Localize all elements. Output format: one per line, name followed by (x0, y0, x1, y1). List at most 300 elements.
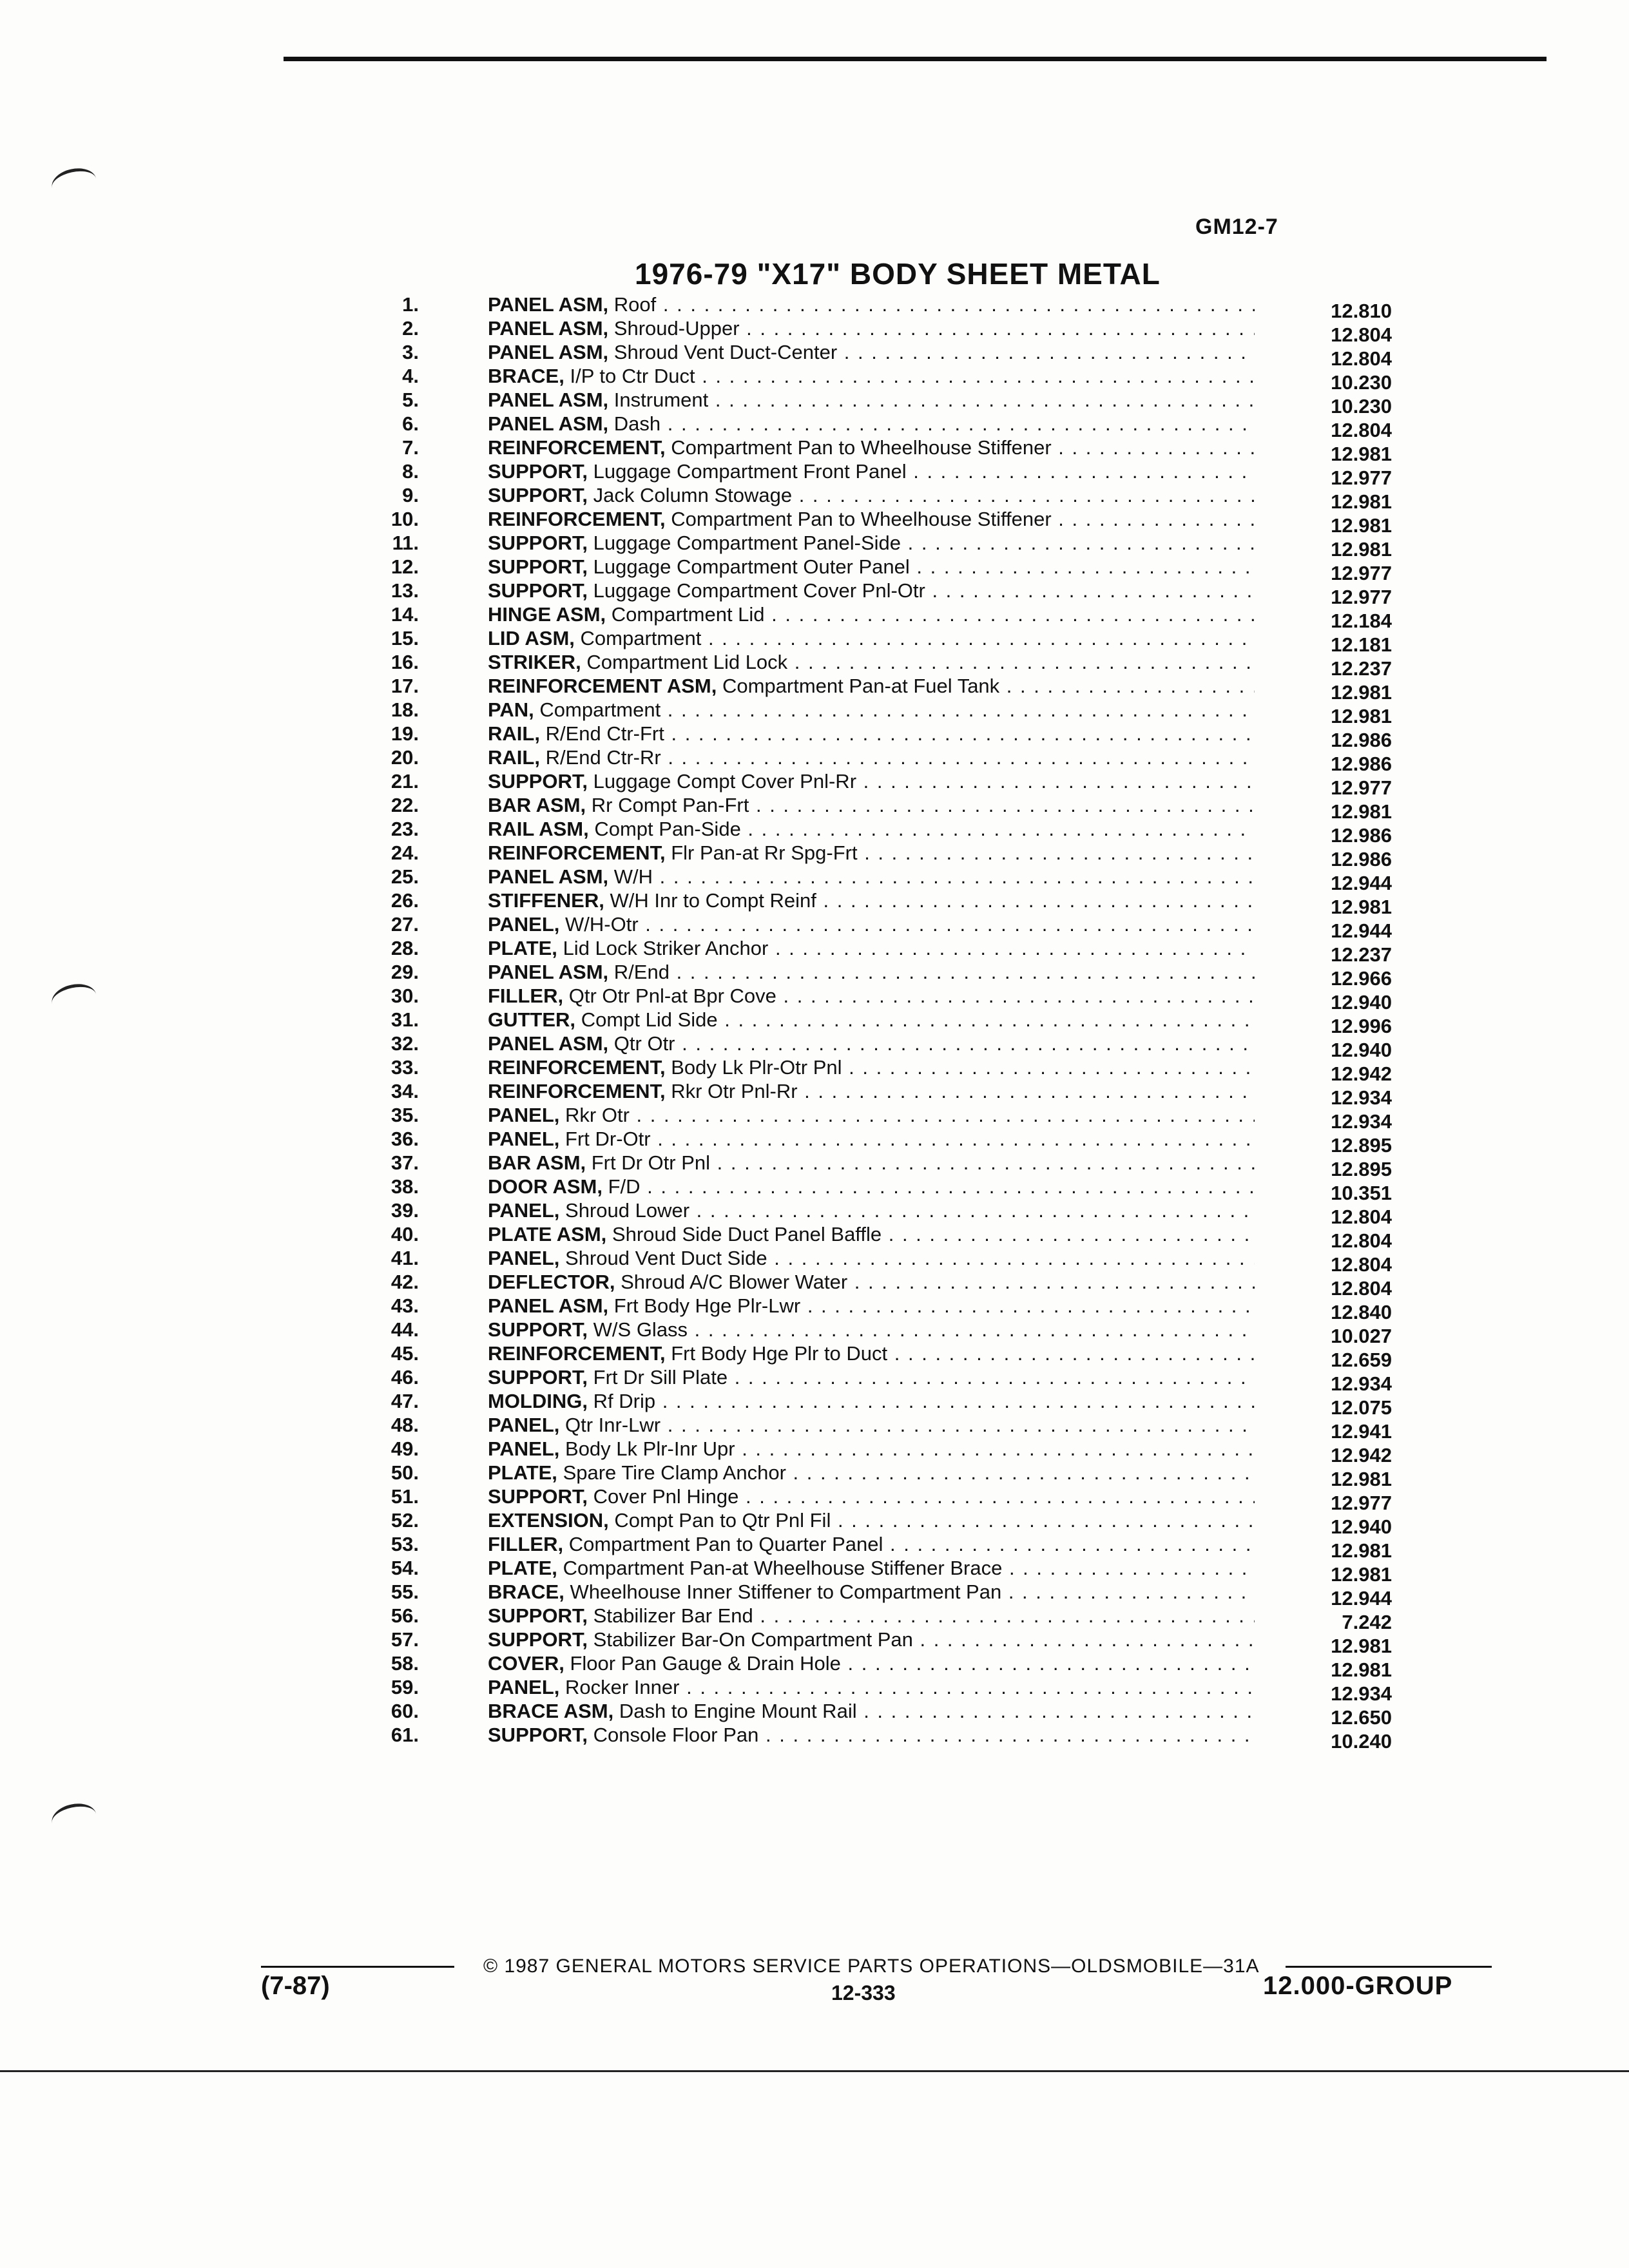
part-qualifier: Floor Pan Gauge & Drain Hole (570, 1652, 841, 1675)
part-name: PLATE ASM, (488, 1223, 607, 1245)
part-number: 56. (390, 1604, 419, 1627)
part-row (361, 936, 1392, 966)
part-qualifier: Compt Pan-Side (594, 818, 741, 840)
part-number: 19. (390, 722, 419, 745)
part-qualifier: R/End Ctr-Frt (545, 722, 664, 745)
part-row (361, 1055, 1392, 1085)
part-name: PANEL, (488, 1104, 560, 1126)
part-group-number: 12.981 (1331, 538, 1392, 561)
part-qualifier: Compartment Pan to Wheelhouse Stiffener (671, 508, 1052, 530)
part-row (361, 1365, 1392, 1395)
part-row (361, 1151, 1392, 1180)
part-description (488, 1651, 1255, 1675)
part-qualifier: W/H (613, 865, 653, 888)
part-number: 9. (402, 484, 419, 506)
part-row (361, 579, 1392, 608)
part-description (488, 1246, 1255, 1270)
part-row (361, 1079, 1392, 1109)
part-group-number: 12.977 (1331, 1492, 1392, 1514)
binder-hole-mark (49, 1800, 99, 1838)
part-qualifier: Luggage Compartment Outer Panel (593, 555, 910, 578)
part-description (488, 889, 1255, 912)
part-row (361, 412, 1392, 441)
part-name: SUPPORT, (488, 1724, 588, 1746)
part-row (361, 1103, 1392, 1133)
part-number: 8. (402, 460, 419, 483)
part-qualifier: Shroud Vent Duct Side (565, 1247, 767, 1269)
part-group-number: 10.230 (1331, 395, 1392, 418)
part-name: PAN, (488, 698, 534, 721)
part-number: 41. (390, 1247, 419, 1269)
part-qualifier: Rocker Inner (565, 1676, 680, 1698)
part-description (488, 531, 1255, 555)
part-row (361, 1246, 1392, 1276)
part-name: MOLDING, (488, 1390, 588, 1412)
part-group-number: 12.981 (1331, 896, 1392, 918)
part-description (488, 388, 1255, 412)
part-number: 38. (390, 1175, 419, 1198)
part-group-number: 10.027 (1331, 1325, 1392, 1347)
part-qualifier: Compartment Pan to Quarter Panel (568, 1533, 883, 1555)
part-group-number: 12.895 (1331, 1134, 1392, 1157)
part-description (488, 1032, 1255, 1055)
part-name: DOOR ASM, (488, 1175, 602, 1198)
part-number: 59. (390, 1676, 419, 1698)
part-row (361, 626, 1392, 656)
part-number: 61. (390, 1724, 419, 1746)
part-row (361, 650, 1392, 680)
part-description (488, 793, 1255, 817)
part-row (361, 388, 1392, 418)
part-name: BRACE, (488, 1581, 564, 1603)
part-qualifier: Compartment (539, 698, 661, 721)
part-description (488, 1294, 1255, 1318)
part-row (361, 1008, 1392, 1037)
part-row (361, 769, 1392, 799)
part-name: SUPPORT, (488, 1628, 588, 1651)
part-row (361, 1723, 1392, 1753)
part-number: 39. (390, 1199, 419, 1222)
part-group-number: 12.237 (1331, 943, 1392, 966)
part-description (488, 1437, 1255, 1461)
part-number: 54. (390, 1557, 419, 1579)
part-number: 60. (390, 1700, 419, 1722)
part-description (488, 960, 1255, 984)
part-name: PANEL ASM, (488, 961, 609, 983)
part-row (361, 912, 1392, 942)
part-qualifier: Cover Pnl Hinge (593, 1485, 739, 1508)
part-name: PANEL ASM, (488, 412, 609, 435)
part-number: 24. (390, 841, 419, 864)
part-group-number: 12.944 (1331, 1587, 1392, 1610)
part-qualifier: Compartment Pan-at Fuel Tank (722, 675, 1000, 697)
part-name: FILLER, (488, 1533, 564, 1555)
part-qualifier: Jack Column Stowage (593, 484, 793, 506)
part-description (488, 841, 1255, 865)
part-name: SUPPORT, (488, 484, 588, 506)
part-group-number: 12.940 (1331, 1515, 1392, 1538)
part-name: STIFFENER, (488, 889, 604, 912)
part-row (361, 1604, 1392, 1633)
part-number: 27. (390, 913, 419, 936)
part-name: GUTTER, (488, 1008, 576, 1031)
part-row (361, 1699, 1392, 1729)
part-description (488, 1580, 1255, 1604)
part-number: 23. (390, 818, 419, 840)
part-row (361, 1675, 1392, 1705)
part-group-number: 12.996 (1331, 1015, 1392, 1037)
part-description (488, 459, 1255, 483)
part-name: PANEL, (488, 1414, 560, 1436)
part-name: SUPPORT, (488, 1604, 588, 1627)
part-row (361, 507, 1392, 537)
part-name: PANEL ASM, (488, 317, 609, 340)
part-description (488, 579, 1255, 602)
part-name: PANEL, (488, 1128, 560, 1150)
part-number: 10. (390, 508, 419, 530)
part-number: 40. (390, 1223, 419, 1245)
part-group-number: 12.986 (1331, 729, 1392, 751)
part-description (488, 936, 1255, 960)
part-name: REINFORCEMENT, (488, 1080, 666, 1102)
part-description (488, 1461, 1255, 1485)
part-number: 51. (390, 1485, 419, 1508)
part-row (361, 865, 1392, 894)
part-description (488, 507, 1255, 531)
part-number: 46. (390, 1366, 419, 1389)
part-qualifier: Compartment (580, 627, 702, 649)
part-group-number: 12.075 (1331, 1396, 1392, 1419)
part-qualifier: Compartment Lid Lock (586, 651, 788, 673)
part-number: 5. (402, 389, 419, 411)
part-qualifier: R/End Ctr-Rr (545, 746, 661, 769)
part-number: 32. (390, 1032, 419, 1055)
part-row (361, 1461, 1392, 1490)
part-group-number: 12.895 (1331, 1158, 1392, 1180)
part-qualifier: Rf Drip (593, 1390, 656, 1412)
part-number: 6. (402, 412, 419, 435)
part-row (361, 602, 1392, 632)
part-qualifier: Luggage Compartment Panel-Side (593, 532, 901, 554)
part-qualifier: Instrument (613, 389, 709, 411)
part-description (488, 1532, 1255, 1556)
part-group-number: 12.934 (1331, 1086, 1392, 1109)
part-group-number: 12.804 (1331, 1277, 1392, 1300)
part-description (488, 1723, 1255, 1747)
part-name: FILLER, (488, 985, 564, 1007)
part-description (488, 1675, 1255, 1699)
part-row (361, 722, 1392, 751)
part-qualifier: Rkr Otr Pnl-Rr (671, 1080, 798, 1102)
part-name: COVER, (488, 1652, 564, 1675)
part-name: BRACE ASM, (488, 1700, 614, 1722)
part-group-number: 12.804 (1331, 347, 1392, 370)
part-row (361, 1032, 1392, 1061)
part-row (361, 1294, 1392, 1323)
part-qualifier: W/H-Otr (565, 913, 639, 936)
part-description (488, 1151, 1255, 1175)
part-description (488, 1222, 1255, 1246)
part-number: 48. (390, 1414, 419, 1436)
part-description (488, 436, 1255, 459)
part-row (361, 459, 1392, 489)
part-name: REINFORCEMENT, (488, 1342, 666, 1365)
part-name: RAIL ASM, (488, 818, 589, 840)
part-name: PANEL ASM, (488, 293, 609, 316)
part-name: PANEL ASM, (488, 389, 609, 411)
part-row (361, 698, 1392, 727)
part-row (361, 483, 1392, 513)
part-group-number: 12.977 (1331, 562, 1392, 584)
part-row (361, 674, 1392, 704)
part-group-number: 12.981 (1331, 1658, 1392, 1681)
part-group-number: 12.981 (1331, 1539, 1392, 1562)
part-qualifier: Body Lk Plr-Otr Pnl (671, 1056, 842, 1079)
part-description (488, 865, 1255, 889)
part-number: 30. (390, 985, 419, 1007)
part-group-number: 12.237 (1331, 657, 1392, 680)
part-description (488, 293, 1255, 316)
part-row (361, 1222, 1392, 1252)
part-number: 47. (390, 1390, 419, 1412)
part-name: REINFORCEMENT, (488, 1056, 666, 1079)
part-description (488, 1365, 1255, 1389)
part-description (488, 1055, 1255, 1079)
part-number: 1. (402, 293, 419, 316)
part-group-number: 12.804 (1331, 323, 1392, 346)
part-number: 2. (402, 317, 419, 340)
part-number: 16. (390, 651, 419, 673)
part-group-number: 12.981 (1331, 1563, 1392, 1586)
part-description (488, 1198, 1255, 1222)
part-name: PANEL ASM, (488, 1032, 609, 1055)
part-name: PANEL ASM, (488, 865, 609, 888)
part-row (361, 1628, 1392, 1657)
part-row (361, 293, 1392, 322)
part-name: SUPPORT, (488, 532, 588, 554)
part-name: REINFORCEMENT, (488, 841, 666, 864)
part-number: 31. (390, 1008, 419, 1031)
part-qualifier: Frt Body Hge Plr to Duct (671, 1342, 888, 1365)
part-group-number: 12.804 (1331, 1206, 1392, 1228)
part-name: RAIL, (488, 722, 540, 745)
part-number: 34. (390, 1080, 419, 1102)
part-number: 18. (390, 698, 419, 721)
part-qualifier: Rkr Otr (565, 1104, 630, 1126)
part-qualifier: Frt Dr Otr Pnl (591, 1151, 711, 1174)
part-qualifier: Shroud-Upper (613, 317, 740, 340)
part-qualifier: R/End (613, 961, 670, 983)
part-number: 17. (390, 675, 419, 697)
part-description (488, 1175, 1255, 1198)
part-row (361, 316, 1392, 346)
part-qualifier: Frt Body Hge Plr-Lwr (613, 1294, 801, 1317)
part-group-number: 12.934 (1331, 1110, 1392, 1133)
part-name: PLATE, (488, 937, 557, 959)
part-group-number: 12.942 (1331, 1444, 1392, 1466)
part-number: 33. (390, 1056, 419, 1079)
part-row (361, 1318, 1392, 1347)
part-description (488, 1604, 1255, 1628)
part-qualifier: Rr Compt Pan-Frt (591, 794, 749, 816)
part-row (361, 1127, 1392, 1157)
part-qualifier: Shroud Lower (565, 1199, 690, 1222)
part-group-number: 12.981 (1331, 443, 1392, 465)
part-qualifier: W/S Glass (593, 1318, 688, 1341)
part-qualifier: Stabilizer Bar-On Compartment Pan (593, 1628, 913, 1651)
part-group-number: 12.977 (1331, 586, 1392, 608)
part-qualifier: Frt Dr Sill Plate (593, 1366, 728, 1389)
part-row (361, 984, 1392, 1014)
part-number: 29. (390, 961, 419, 983)
part-row (361, 841, 1392, 870)
part-number: 43. (390, 1294, 419, 1317)
footer-rule-left (261, 1966, 454, 1968)
part-description (488, 984, 1255, 1008)
part-row (361, 364, 1392, 394)
part-group-number: 12.966 (1331, 967, 1392, 990)
part-description (488, 364, 1255, 388)
part-row (361, 1175, 1392, 1204)
part-group-number: 12.181 (1331, 633, 1392, 656)
part-number: 50. (390, 1461, 419, 1484)
part-qualifier: Luggage Compartment Front Panel (593, 460, 907, 483)
part-description (488, 1270, 1255, 1294)
part-number: 58. (390, 1652, 419, 1675)
part-description (488, 1699, 1255, 1723)
part-qualifier: Shroud Side Duct Panel Baffle (612, 1223, 882, 1245)
part-row (361, 1532, 1392, 1562)
part-number: 4. (402, 365, 419, 387)
part-description (488, 650, 1255, 674)
part-number: 7. (402, 436, 419, 459)
part-group-number: 12.977 (1331, 466, 1392, 489)
part-group-number: 7.242 (1342, 1611, 1392, 1633)
page-title: 1976-79 "X17" BODY SHEET METAL (635, 257, 1161, 291)
part-group-number: 10.230 (1331, 371, 1392, 394)
part-group-number: 12.981 (1331, 1468, 1392, 1490)
part-qualifier: Shroud A/C Blower Water (621, 1271, 848, 1293)
part-row (361, 1270, 1392, 1300)
part-group-number: 12.650 (1331, 1706, 1392, 1729)
part-description (488, 340, 1255, 364)
part-qualifier: Compartment Pan-at Wheelhouse Stiffener Brace (563, 1557, 1003, 1579)
part-name: SUPPORT, (488, 460, 588, 483)
part-group-number: 12.804 (1331, 1253, 1392, 1276)
part-number: 13. (390, 579, 419, 602)
part-row (361, 889, 1392, 918)
part-name: PLATE, (488, 1557, 557, 1579)
part-qualifier: Flr Pan-at Rr Spg-Frt (671, 841, 858, 864)
part-number: 53. (390, 1533, 419, 1555)
part-description (488, 1556, 1255, 1580)
part-group-number: 12.986 (1331, 753, 1392, 775)
part-qualifier: Compt Lid Side (581, 1008, 718, 1031)
part-description (488, 602, 1255, 626)
part-name: SUPPORT, (488, 1318, 588, 1341)
part-row (361, 1556, 1392, 1586)
part-group-number: 12.184 (1331, 610, 1392, 632)
part-qualifier: Qtr Inr-Lwr (565, 1414, 661, 1436)
part-row (361, 531, 1392, 561)
part-name: REINFORCEMENT ASM, (488, 675, 717, 697)
part-qualifier: Frt Dr-Otr (565, 1128, 651, 1150)
part-number: 49. (390, 1437, 419, 1460)
part-group-number: 12.981 (1331, 705, 1392, 727)
part-row (361, 1413, 1392, 1443)
part-qualifier: Body Lk Plr-Inr Upr (565, 1437, 735, 1460)
part-name: PANEL ASM, (488, 341, 609, 363)
part-group-number: 12.977 (1331, 776, 1392, 799)
part-row (361, 960, 1392, 990)
part-description (488, 1508, 1255, 1532)
part-qualifier: Compt Pan to Qtr Pnl Fil (614, 1509, 831, 1532)
part-group-number: 12.659 (1331, 1349, 1392, 1371)
part-name: PLATE, (488, 1461, 557, 1484)
part-group-number: 12.981 (1331, 514, 1392, 537)
part-description (488, 1389, 1255, 1413)
part-description (488, 412, 1255, 436)
part-description (488, 483, 1255, 507)
part-description (488, 1127, 1255, 1151)
part-number: 35. (390, 1104, 419, 1126)
part-description (488, 722, 1255, 745)
part-name: SUPPORT, (488, 770, 588, 793)
part-group-number: 12.804 (1331, 1229, 1392, 1252)
part-description (488, 555, 1255, 579)
part-row (361, 340, 1392, 370)
part-number: 12. (390, 555, 419, 578)
part-qualifier: Shroud Vent Duct-Center (613, 341, 838, 363)
footer-rule-right (1286, 1966, 1492, 1968)
top-rule (284, 57, 1547, 61)
part-qualifier: Stabilizer Bar End (593, 1604, 753, 1627)
part-name: RAIL, (488, 746, 540, 769)
part-name: SUPPORT, (488, 555, 588, 578)
part-description (488, 1008, 1255, 1032)
page-number: 12-333 (831, 1981, 896, 2004)
part-name: REINFORCEMENT, (488, 436, 666, 459)
revision-date: (7-87) (261, 1972, 330, 2000)
part-row (361, 1341, 1392, 1371)
part-group-number: 12.840 (1331, 1301, 1392, 1323)
part-group-number: 12.940 (1331, 1039, 1392, 1061)
part-number: 45. (390, 1342, 419, 1365)
part-description (488, 1485, 1255, 1508)
part-name: SUPPORT, (488, 1485, 588, 1508)
part-number: 44. (390, 1318, 419, 1341)
part-name: REINFORCEMENT, (488, 508, 666, 530)
part-group-number: 12.934 (1331, 1682, 1392, 1705)
part-group-number: 12.986 (1331, 824, 1392, 847)
part-number: 14. (390, 603, 419, 626)
part-description (488, 698, 1255, 722)
part-name: HINGE ASM, (488, 603, 606, 626)
binder-hole-mark (49, 164, 99, 202)
part-qualifier: Qtr Otr (613, 1032, 675, 1055)
part-name: PANEL ASM, (488, 1294, 609, 1317)
part-group-number: 12.934 (1331, 1372, 1392, 1395)
part-number: 3. (402, 341, 419, 363)
part-qualifier: Luggage Compt Cover Pnl-Rr (593, 770, 857, 793)
part-name: BRACE, (488, 365, 564, 387)
part-row (361, 1508, 1392, 1538)
part-number: 15. (390, 627, 419, 649)
part-name: STRIKER, (488, 651, 581, 673)
part-number: 55. (390, 1581, 419, 1603)
part-description (488, 1413, 1255, 1437)
part-name: SUPPORT, (488, 1366, 588, 1389)
